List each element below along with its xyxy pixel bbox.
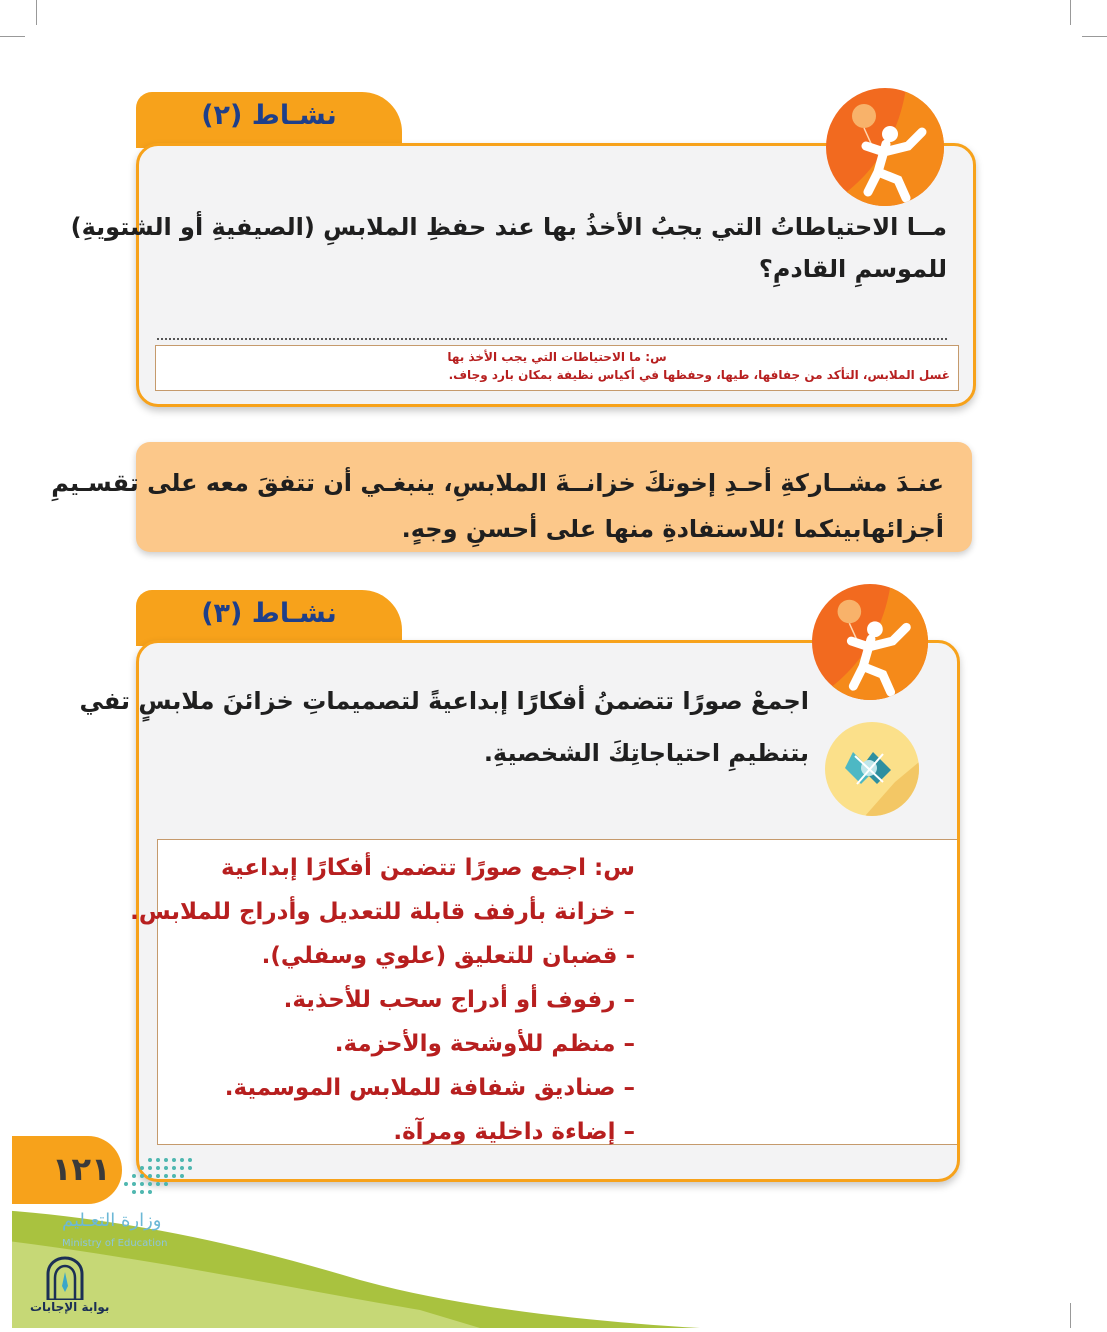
list-item: – صناديق شفافة للملابس الموسمية. bbox=[224, 1075, 635, 1101]
page-number: ١٢١ bbox=[52, 1150, 111, 1188]
activity2-question bbox=[70, 206, 947, 290]
list-item: - قضبان للتعليق (علوي وسفلي). bbox=[261, 943, 635, 969]
activity3-answer-list bbox=[158, 840, 957, 890]
tip-note-line2: أجزائهابينكما ؛للاستفادةِ منها على أحسنِ وجهٍ. bbox=[401, 515, 944, 543]
gateway-logo-text: بوابة الإجابات bbox=[30, 1300, 110, 1314]
puzzle-hands-icon bbox=[825, 722, 919, 816]
activity3-title: نشـاط (٣) bbox=[201, 598, 337, 629]
page-number-badge bbox=[12, 1136, 122, 1204]
crop-mark bbox=[36, 0, 37, 25]
tip-note bbox=[51, 442, 972, 552]
activity3-question-line1: اجمعْ صورًا تتضمنُ أفكارًا إبداعيةً لتصميماتِ خزائنَ ملابسٍ تفي bbox=[79, 687, 809, 715]
activity3-answer-items bbox=[130, 890, 635, 1154]
activity-figure-icon bbox=[826, 88, 944, 206]
list-item: – خزانة بأرفف قابلة للتعديل وأدراج للملابس. bbox=[130, 899, 635, 925]
activity3-answer-title: س: اجمع صورًا تتضمن أفكارًا إبداعية bbox=[221, 855, 635, 881]
list-item: – إضاءة داخلية ومرآة. bbox=[393, 1119, 635, 1145]
crop-mark bbox=[1082, 36, 1107, 37]
activity2-answer-box bbox=[155, 345, 959, 391]
activity3-card bbox=[79, 640, 960, 1182]
activity3-question-line2: بتنظيمِ احتياجاتِكَ الشخصيةِ. bbox=[483, 739, 809, 767]
activity-figure-icon bbox=[812, 584, 928, 700]
list-item: – منظم للأوشحة والأحزمة. bbox=[334, 1031, 635, 1057]
activity2-answer-text: غسل الملابس، التأكد من جفافها، طيها، وحفظها في أكياس نظيفة بمكان بارد وجاف. bbox=[448, 368, 950, 382]
tip-note-line1: عنـدَ مشــاركةِ أحـدِ إخوتكَ خزانــةَ الملابسِ، ينبغـي أن تتفقَ معه على تقسـيمِ bbox=[51, 469, 944, 497]
activity2-answer-question: س: ما الاحتياطات التي يجب الأخذ بها bbox=[447, 350, 667, 364]
activity3-tab bbox=[136, 590, 402, 646]
answer-dotted-line bbox=[157, 338, 947, 340]
tip-note-text bbox=[51, 460, 944, 552]
activity3-answer-box bbox=[130, 839, 957, 1145]
activity2-question-line1: مــا الاحتياطاتُ التي يجبُ الأخذُ بها عند حفظِ الملابسِ (الصيفيةِ أو الشتويةِ) bbox=[70, 213, 947, 241]
ministry-name-ar: وزارة التعـليم bbox=[62, 1210, 162, 1231]
crop-mark bbox=[0, 36, 25, 37]
ministry-dots-logo bbox=[120, 1152, 200, 1200]
ministry-name-en: Ministry of Education bbox=[62, 1238, 168, 1249]
gateway-logo bbox=[44, 1256, 86, 1300]
activity3-question bbox=[79, 675, 809, 779]
activity2-question-line2: للموسمِ القادمِ؟ bbox=[758, 255, 947, 283]
list-item: – رفوف أو أدراج سحب للأحذية. bbox=[283, 987, 635, 1013]
activity2-title: نشـاط (٢) bbox=[201, 100, 337, 131]
activity2-tab bbox=[136, 92, 402, 148]
crop-mark bbox=[1070, 0, 1071, 25]
footer-wave bbox=[0, 1210, 1107, 1328]
